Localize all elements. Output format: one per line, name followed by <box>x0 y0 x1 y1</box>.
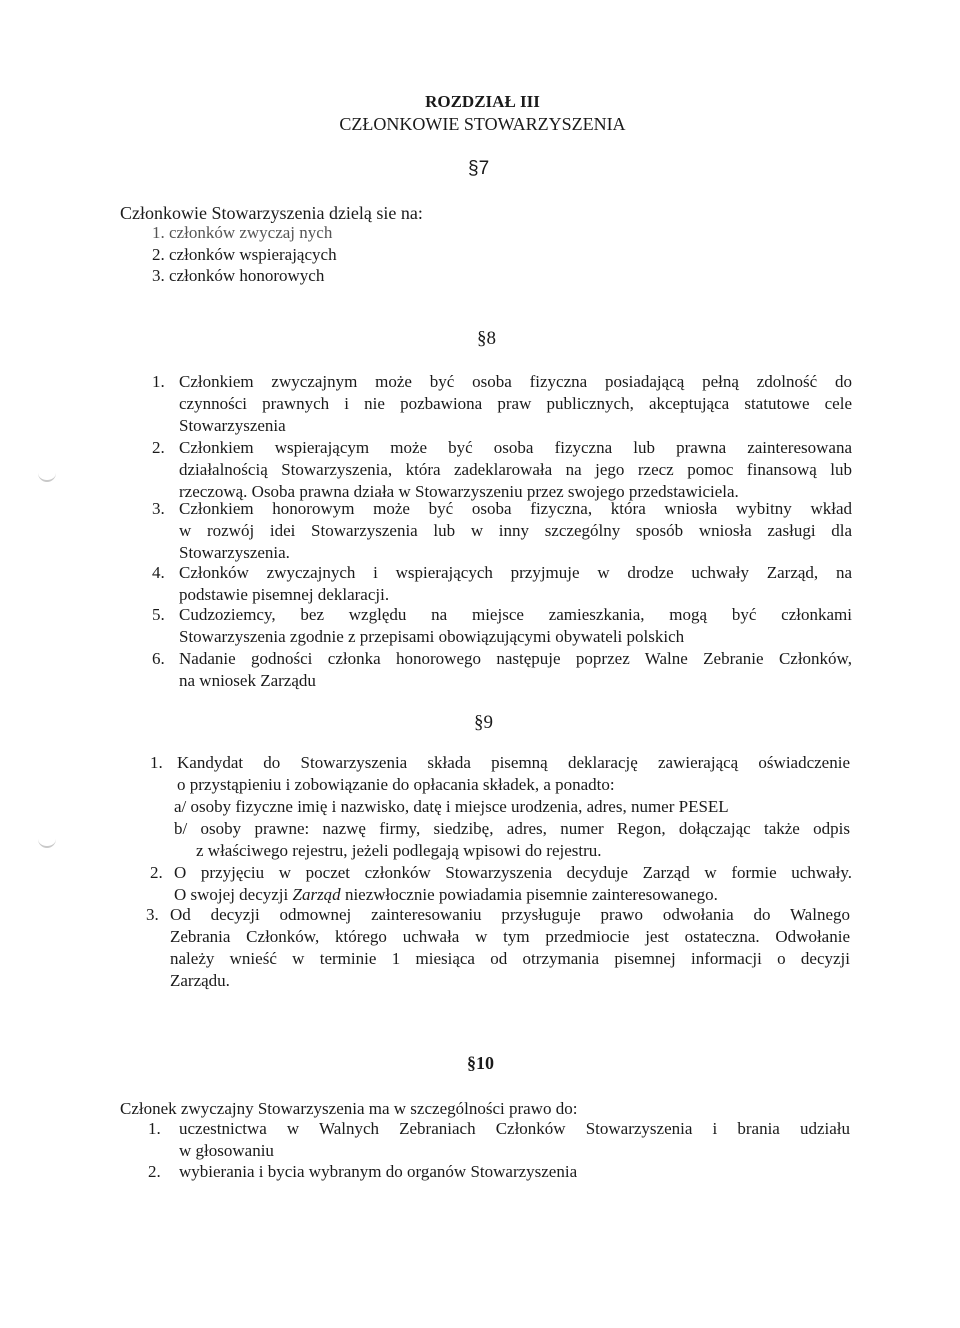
item-number: 2. <box>152 245 165 264</box>
item-line: Zarządu. <box>170 971 230 990</box>
item-line: w głosowaniu <box>179 1141 274 1160</box>
item-line: Członkiem wspierającym może być osoba fizyczna lub prawna zainteresowana <box>179 438 852 457</box>
item-number: 4. <box>152 563 165 582</box>
item-number: 1. <box>150 753 163 772</box>
item-line: O przyjęciu w poczet członków Stowarzyszenia decyduje Zarząd w formie uchwały. <box>174 863 852 882</box>
section-9-heading: §9 <box>474 712 493 733</box>
item-text: członków zwyczaj nych <box>169 223 333 242</box>
item-text: członków wspierających <box>169 245 337 264</box>
item-line: uczestnictwa w Walnych Zebraniach Członków Stowarzyszenia i brania udziału <box>179 1119 850 1138</box>
item-number: 5. <box>152 605 165 624</box>
section-7-intro: Członkowie Stowarzyszenia dzielą sie na: <box>120 203 423 223</box>
chapter-subtitle: CZŁONKOWIE STOWARZYSZENIA <box>339 114 626 134</box>
item-number: 3. <box>146 905 159 924</box>
section-10-intro: Członek zwyczajny Stowarzyszenia ma w szczególności prawo do: <box>120 1099 578 1118</box>
item-line: z właściwego rejestru, jeżeli podlegają wpisowi do rejestru. <box>196 841 602 860</box>
item-line: Cudzoziemcy, bez względu na miejsce zamieszkania, mogą być członkami <box>179 605 852 624</box>
chapter-title: ROZDZIAŁ III <box>425 92 540 111</box>
item-line: Zebrania Członków, którego uchwała w tym przedmiocie jest ostateczna. Odwołanie <box>170 927 850 946</box>
item-line: Stowarzyszenia <box>179 416 286 435</box>
item-number: 2. <box>152 438 165 457</box>
item-number: 1. <box>152 223 165 242</box>
item-line: na wniosek Zarządu <box>179 671 316 690</box>
item-text: członków honorowych <box>169 266 325 285</box>
item-line: Od decyzji odmownej zainteresowaniu przysługuje prawo odwołania do Walnego <box>170 905 850 924</box>
item-line: Członkiem zwyczajnym może być osoba fizyczna posiadającą pełną zdolność do <box>179 372 852 391</box>
item-line: Kandydat do Stowarzyszenia składa pisemną deklarację zawierającą oświadczenie <box>177 753 850 772</box>
item-line: Stowarzyszenia. <box>179 543 290 562</box>
item-number: 1. <box>152 372 165 391</box>
scan-mark <box>38 470 56 482</box>
item-line: czynności prawnych i nie pozbawiona praw publicznych, akceptująca statutowe cele <box>179 394 852 413</box>
item-line: O swojej decyzji Zarząd niezwłocznie powiadamia pisemnie zainteresowanego. <box>174 885 718 904</box>
list-item <box>152 265 324 287</box>
item-number: 3. <box>152 499 165 518</box>
section-8-heading: §8 <box>477 328 496 349</box>
item-number: 2. <box>150 863 163 882</box>
item-line: podstawie pisemnej deklaracji. <box>179 585 390 604</box>
item-number: 1. <box>148 1119 161 1138</box>
sub-item-b <box>174 818 850 862</box>
scan-mark <box>38 836 56 848</box>
italic-word: Zarząd <box>292 885 341 904</box>
item-line: Nadanie godności członka honorowego następuje poprzez Walne Zebranie Członków, <box>179 649 852 668</box>
item-number: 2. <box>148 1162 161 1181</box>
chapter-header <box>0 91 960 135</box>
item-line: o przystąpieniu i zobowiązanie do opłacania składek, a ponadto: <box>177 775 615 794</box>
item-line: wybierania i bycia wybranym do organów Stowarzyszenia <box>179 1162 578 1181</box>
item-number: 6. <box>152 649 165 668</box>
item-line: b/ osoby prawne: nazwę firmy, siedzibę, adres, numer Regon, dołączając także odpis <box>174 819 850 838</box>
item-line: Członków zwyczajnych i wspierających przyjmuje w drodze uchwały Zarząd, na <box>179 563 852 582</box>
item-line: Stowarzyszenia zgodnie z przepisami obowiązującymi obywateli polskich <box>179 627 685 646</box>
list-item <box>152 244 337 266</box>
item-line: Członkiem honorowym może być osoba fizyczna, która wniosła wybitny wkład <box>179 499 852 518</box>
sub-item-a: a/ osoby fizyczne imię i nazwisko, datę i miejsce urodzenia, adres, numer PESEL <box>174 797 729 816</box>
section-10-heading: §10 <box>467 1053 494 1073</box>
section-7-heading: §7 <box>468 158 490 179</box>
item-line: rzeczową. Osoba prawna działa w Stowarzyszeniu przez swojego przedstawiciela. <box>179 482 739 501</box>
list-item <box>152 222 332 244</box>
item-line: należy wnieść w terminie 1 miesiąca od otrzymania pisemnej informacji o decyzji <box>170 949 850 968</box>
item-line: w rozwój idei Stowarzyszenia lub w inny szczególny sposób wniosła zasługi dla <box>179 521 852 540</box>
item-line: działalnością Stowarzyszenia, która zadeklarowała na jego rzecz pomoc finansową lub <box>179 460 852 479</box>
item-number: 3. <box>152 266 165 285</box>
